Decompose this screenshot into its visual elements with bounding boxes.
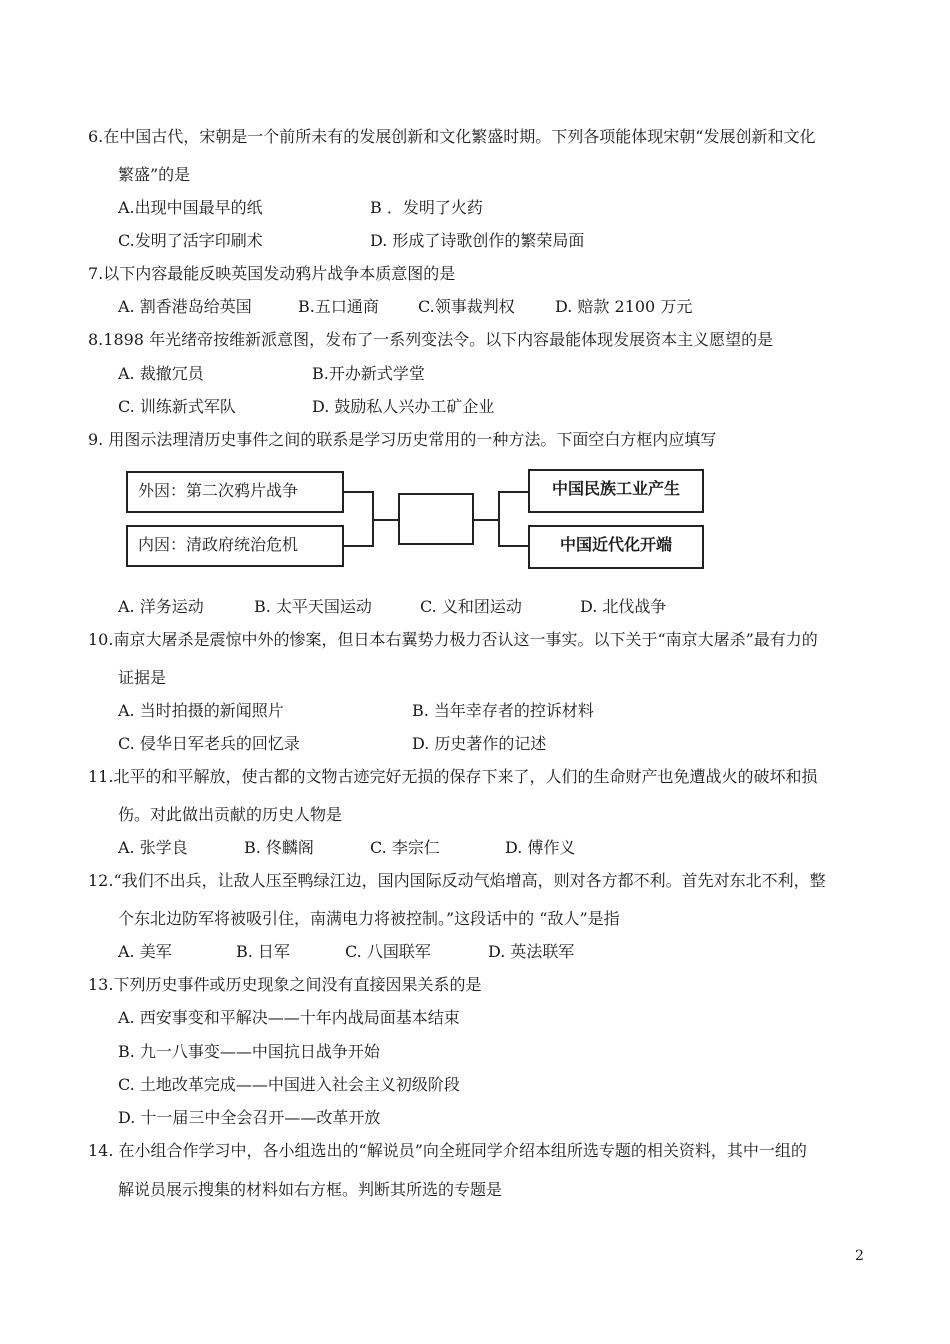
- q10-stem-line1: 10.南京大屠杀是震惊中外的惨案，但日本右翼势力极力否认这一事实。以下关于“南京大屠杀”最有力的: [88, 630, 818, 649]
- q12-option-c: C. 八国联军: [345, 942, 431, 961]
- q13-option-d: D. 十一届三中全会召开——改革开放: [118, 1108, 381, 1127]
- q6-option-d: D. 形成了诗歌创作的繁荣局面: [370, 231, 585, 250]
- q6-option-c: C.发明了活字印刷术: [118, 231, 263, 250]
- q12-option-a: A. 美军: [118, 942, 172, 961]
- q13-stem: 13.下列历史事件或历史现象之间没有直接因果关系的是: [88, 975, 482, 994]
- q7-option-d: D. 赔款 2100 万元: [555, 297, 693, 316]
- effect-industry-box: 中国民族工业产生: [528, 469, 704, 513]
- q6-stem-line2: 繁盛”的是: [118, 165, 191, 184]
- q9-option-c: C. 义和团运动: [420, 597, 522, 616]
- blank-answer-box: [398, 493, 474, 545]
- q11-option-b: B. 佟麟阁: [244, 838, 314, 857]
- q7-stem: 7.以下内容最能反映英国发动鸦片战争本质意图的是: [88, 264, 456, 283]
- q11-option-a: A. 张学良: [118, 838, 188, 857]
- q6-option-a: A.出现中国最早的纸: [118, 198, 263, 217]
- q13-option-b: B. 九一八事变——中国抗日战争开始: [118, 1042, 380, 1061]
- q9-stem: 9. 用图示法理清历史事件之间的联系是学习历史常用的一种方法。下面空白方框内应填写: [88, 430, 717, 449]
- q9-option-a: A. 洋务运动: [118, 597, 204, 616]
- q14-stem-line1: 14. 在小组合作学习中，各小组选出的“解说员”向全班同学介绍本组所选专题的相关资料，其中一组的: [88, 1141, 807, 1160]
- external-cause-box: 外因：第二次鸦片战争: [126, 471, 344, 513]
- q8-option-a: A. 裁撤冗员: [118, 364, 204, 383]
- q14-stem-line2: 解说员展示搜集的材料如右方框。判断其所选的专题是: [118, 1180, 503, 1199]
- cause-effect-diagram: [120, 463, 710, 575]
- q7-option-a: A. 割香港岛给英国: [118, 297, 252, 316]
- q9-option-b: B. 太平天国运动: [254, 597, 372, 616]
- connector-line: [344, 491, 374, 493]
- page-number: 2: [855, 1248, 864, 1264]
- connector-line: [474, 519, 500, 521]
- q8-option-c: C. 训练新式军队: [118, 397, 236, 416]
- q10-option-a: A. 当时拍摄的新闻照片: [118, 701, 284, 720]
- q13-option-a: A. 西安事变和平解决——十年内战局面基本结束: [118, 1008, 460, 1027]
- connector-line: [344, 545, 374, 547]
- q12-option-b: B. 日军: [236, 942, 290, 961]
- q12-stem-line2: 个东北边防军将被吸引住，南满电力将被控制。”这段话中的 “敌人”是指: [118, 909, 620, 928]
- q7-option-b: B.五口通商: [298, 297, 379, 316]
- q7-option-c: C.领事裁判权: [418, 297, 515, 316]
- q10-option-d: D. 历史著作的记述: [412, 734, 547, 753]
- q6-stem-line1: 6.在中国古代，宋朝是一个前所未有的发展创新和文化繁盛时期。下列各项能体现宋朝“发展创新和文化: [88, 127, 816, 146]
- connector-line: [498, 545, 528, 547]
- q11-option-c: C. 李宗仁: [370, 838, 440, 857]
- q8-option-b: B.开办新式学堂: [312, 364, 425, 383]
- q10-stem-line2: 证据是: [118, 668, 167, 687]
- connector-line: [498, 491, 528, 493]
- q9-option-d: D. 北伐战争: [580, 597, 667, 616]
- q8-option-d: D. 鼓励私人兴办工矿企业: [312, 397, 495, 416]
- internal-cause-box: 内因：清政府统治危机: [126, 525, 344, 567]
- q11-option-d: D. 傅作义: [505, 838, 576, 857]
- effect-modernization-box: 中国近代化开端: [528, 525, 704, 569]
- q12-stem-line1: 12.“我们不出兵，让敌人压至鸭绿江边，国内国际反动气焰增高，则对各方都不利。首先对东北不利，整: [88, 871, 826, 890]
- q11-stem-line2: 伤。对此做出贡献的历史人物是: [118, 805, 343, 824]
- q10-option-b: B. 当年幸存者的控诉材料: [412, 701, 594, 720]
- connector-line: [498, 491, 500, 547]
- q11-stem-line1: 11.北平的和平解放，使古都的文物古迹完好无损的保存下来了，人们的生命财产也免遭战火的破坏和损: [88, 767, 818, 786]
- connector-line: [372, 519, 398, 521]
- q8-stem: 8.1898 年光绪帝按维新派意图，发布了一系列变法令。以下内容最能体现发展资本主义愿望的是: [88, 330, 774, 349]
- q12-option-d: D. 英法联军: [488, 942, 575, 961]
- q6-option-b: B ．发明了火药: [370, 198, 483, 217]
- q13-option-c: C. 土地改革完成——中国进入社会主义初级阶段: [118, 1075, 460, 1094]
- q10-option-c: C. 侵华日军老兵的回忆录: [118, 734, 300, 753]
